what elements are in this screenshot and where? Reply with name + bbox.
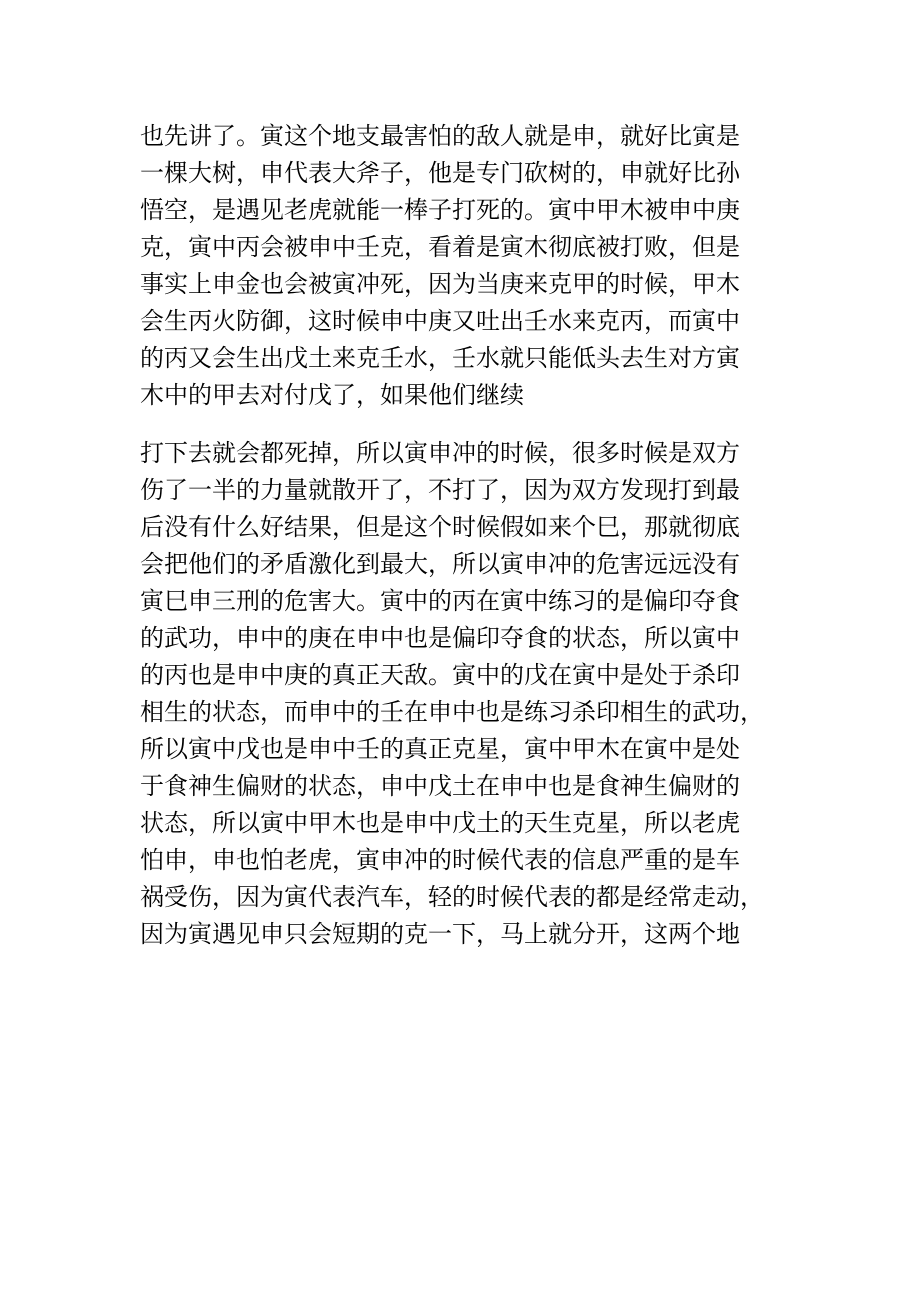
document-body — [140, 118, 780, 953]
text-line: 木中的甲去对付戊了，如果他们继续 — [140, 381, 524, 409]
text-line: 所以寅中戊也是申中壬的真正克星，寅中甲木在寅中是处 — [140, 735, 740, 763]
paragraph-2 — [140, 435, 780, 953]
text-line: 相生的状态，而申中的壬在申中也是练习杀印相生的武功， — [140, 698, 764, 726]
text-line: 因为寅遇见申只会短期的克一下，马上就分开，这两个地 — [140, 920, 740, 948]
text-line: 事实上申金也会被寅冲死，因为当庚来克甲的时候，甲木 — [140, 270, 740, 298]
text-line: 怕申，申也怕老虎，寅申冲的时候代表的信息严重的是车 — [140, 846, 740, 874]
paragraph-gap — [140, 414, 780, 435]
text-line: 克，寅中丙会被申中壬克，看着是寅木彻底被打败，但是 — [140, 233, 740, 261]
text-line: 悟空，是遇见老虎就能一棒子打死的。寅中甲木被申中庚 — [140, 196, 740, 224]
paragraph-1 — [140, 118, 780, 414]
text-line: 的丙又会生出戊土来克壬水，壬水就只能低头去生对方寅 — [140, 344, 740, 372]
text-line: 也先讲了。寅这个地支最害怕的敌人就是申，就好比寅是 — [140, 122, 740, 150]
text-line: 伤了一半的力量就散开了，不打了，因为双方发现打到最 — [140, 476, 740, 504]
text-line: 于食神生偏财的状态，申中戊土在申中也是食神生偏财的 — [140, 772, 740, 800]
text-line: 祸受伤，因为寅代表汽车，轻的时候代表的都是经常走动， — [140, 883, 764, 911]
text-line: 会生丙火防御，这时候申中庚又吐出壬水来克丙，而寅中 — [140, 307, 740, 335]
text-line: 的丙也是申中庚的真正天敌。寅中的戊在寅中是处于杀印 — [140, 661, 740, 689]
text-line: 打下去就会都死掉，所以寅申冲的时候，很多时候是双方 — [140, 439, 740, 467]
text-line: 状态，所以寅中甲木也是申中戊土的天生克星，所以老虎 — [140, 809, 740, 837]
text-line: 的武功，申中的庚在申中也是偏印夺食的状态，所以寅中 — [140, 624, 740, 652]
text-line: 一棵大树，申代表大斧子，他是专门砍树的，申就好比孙 — [140, 159, 740, 187]
text-line: 会把他们的矛盾激化到最大，所以寅申冲的危害远远没有 — [140, 550, 740, 578]
text-line: 寅巳申三刑的危害大。寅中的丙在寅中练习的是偏印夺食 — [140, 587, 740, 615]
text-line: 后没有什么好结果，但是这个时候假如来个巳，那就彻底 — [140, 513, 740, 541]
